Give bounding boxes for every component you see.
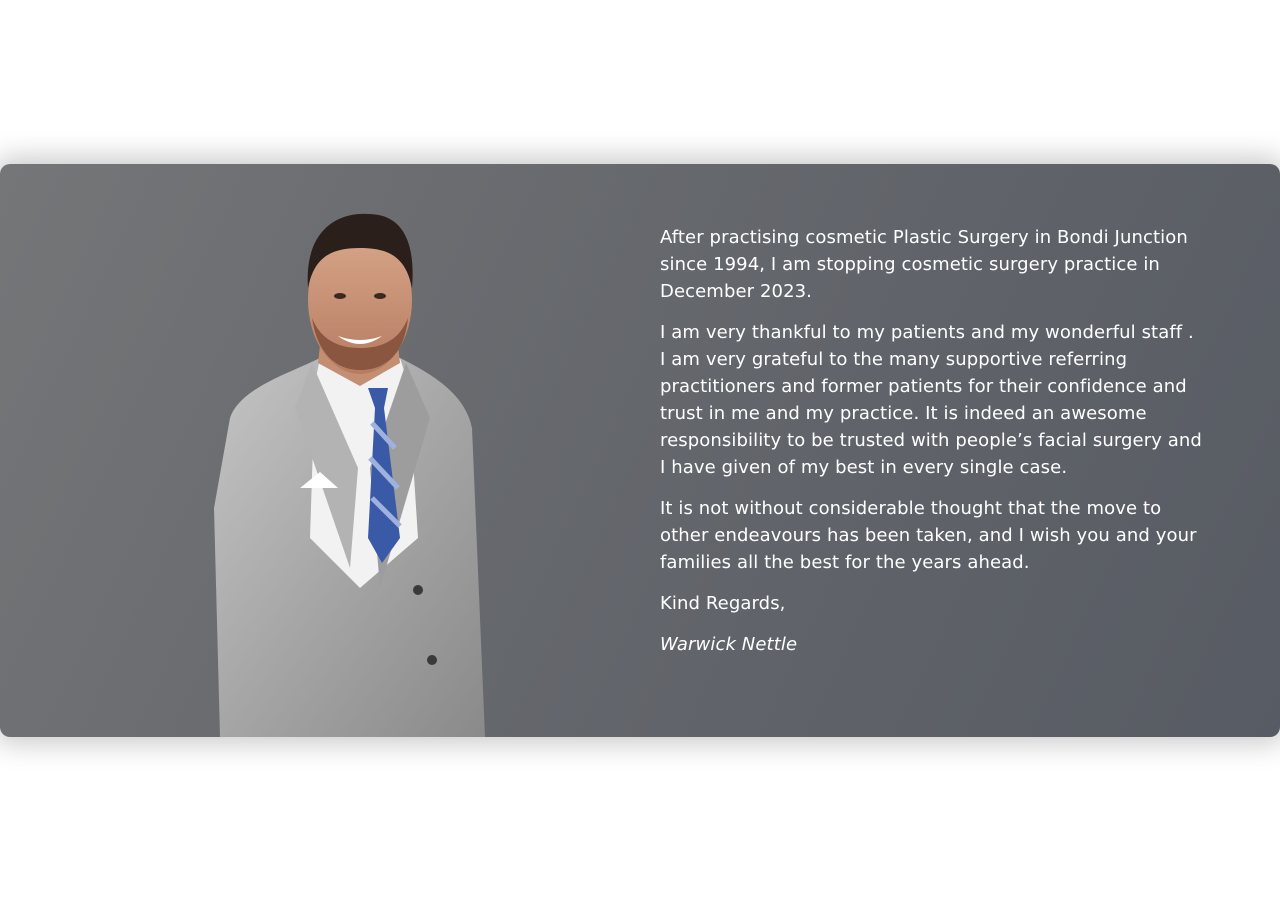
farewell-message <box>660 224 1205 672</box>
surgeon-portrait-image <box>200 208 500 737</box>
message-paragraph: It is not without considerable thought that the move to other endeavours has been taken, and I wish you and your families all the best for the years ahead. <box>660 498 1197 573</box>
signature: Warwick Nettle <box>660 634 798 655</box>
announcement-card <box>0 164 1280 737</box>
closing-line: Kind Regards, <box>660 593 786 614</box>
message-paragraph: I am very thankful to my patients and my wonderful staff . I am very grateful to the many supportive referring practitioners and former patients for their confidence and trust in me and my practice. It is indeed an awesome responsibility to be trusted with people’s facial surgery and I have given of my best in every single case. <box>660 322 1202 478</box>
message-paragraph: After practising cosmetic Plastic Surgery in Bondi Junction since 1994, I am stopping cosmetic surgery practice in December 2023. <box>660 227 1188 302</box>
